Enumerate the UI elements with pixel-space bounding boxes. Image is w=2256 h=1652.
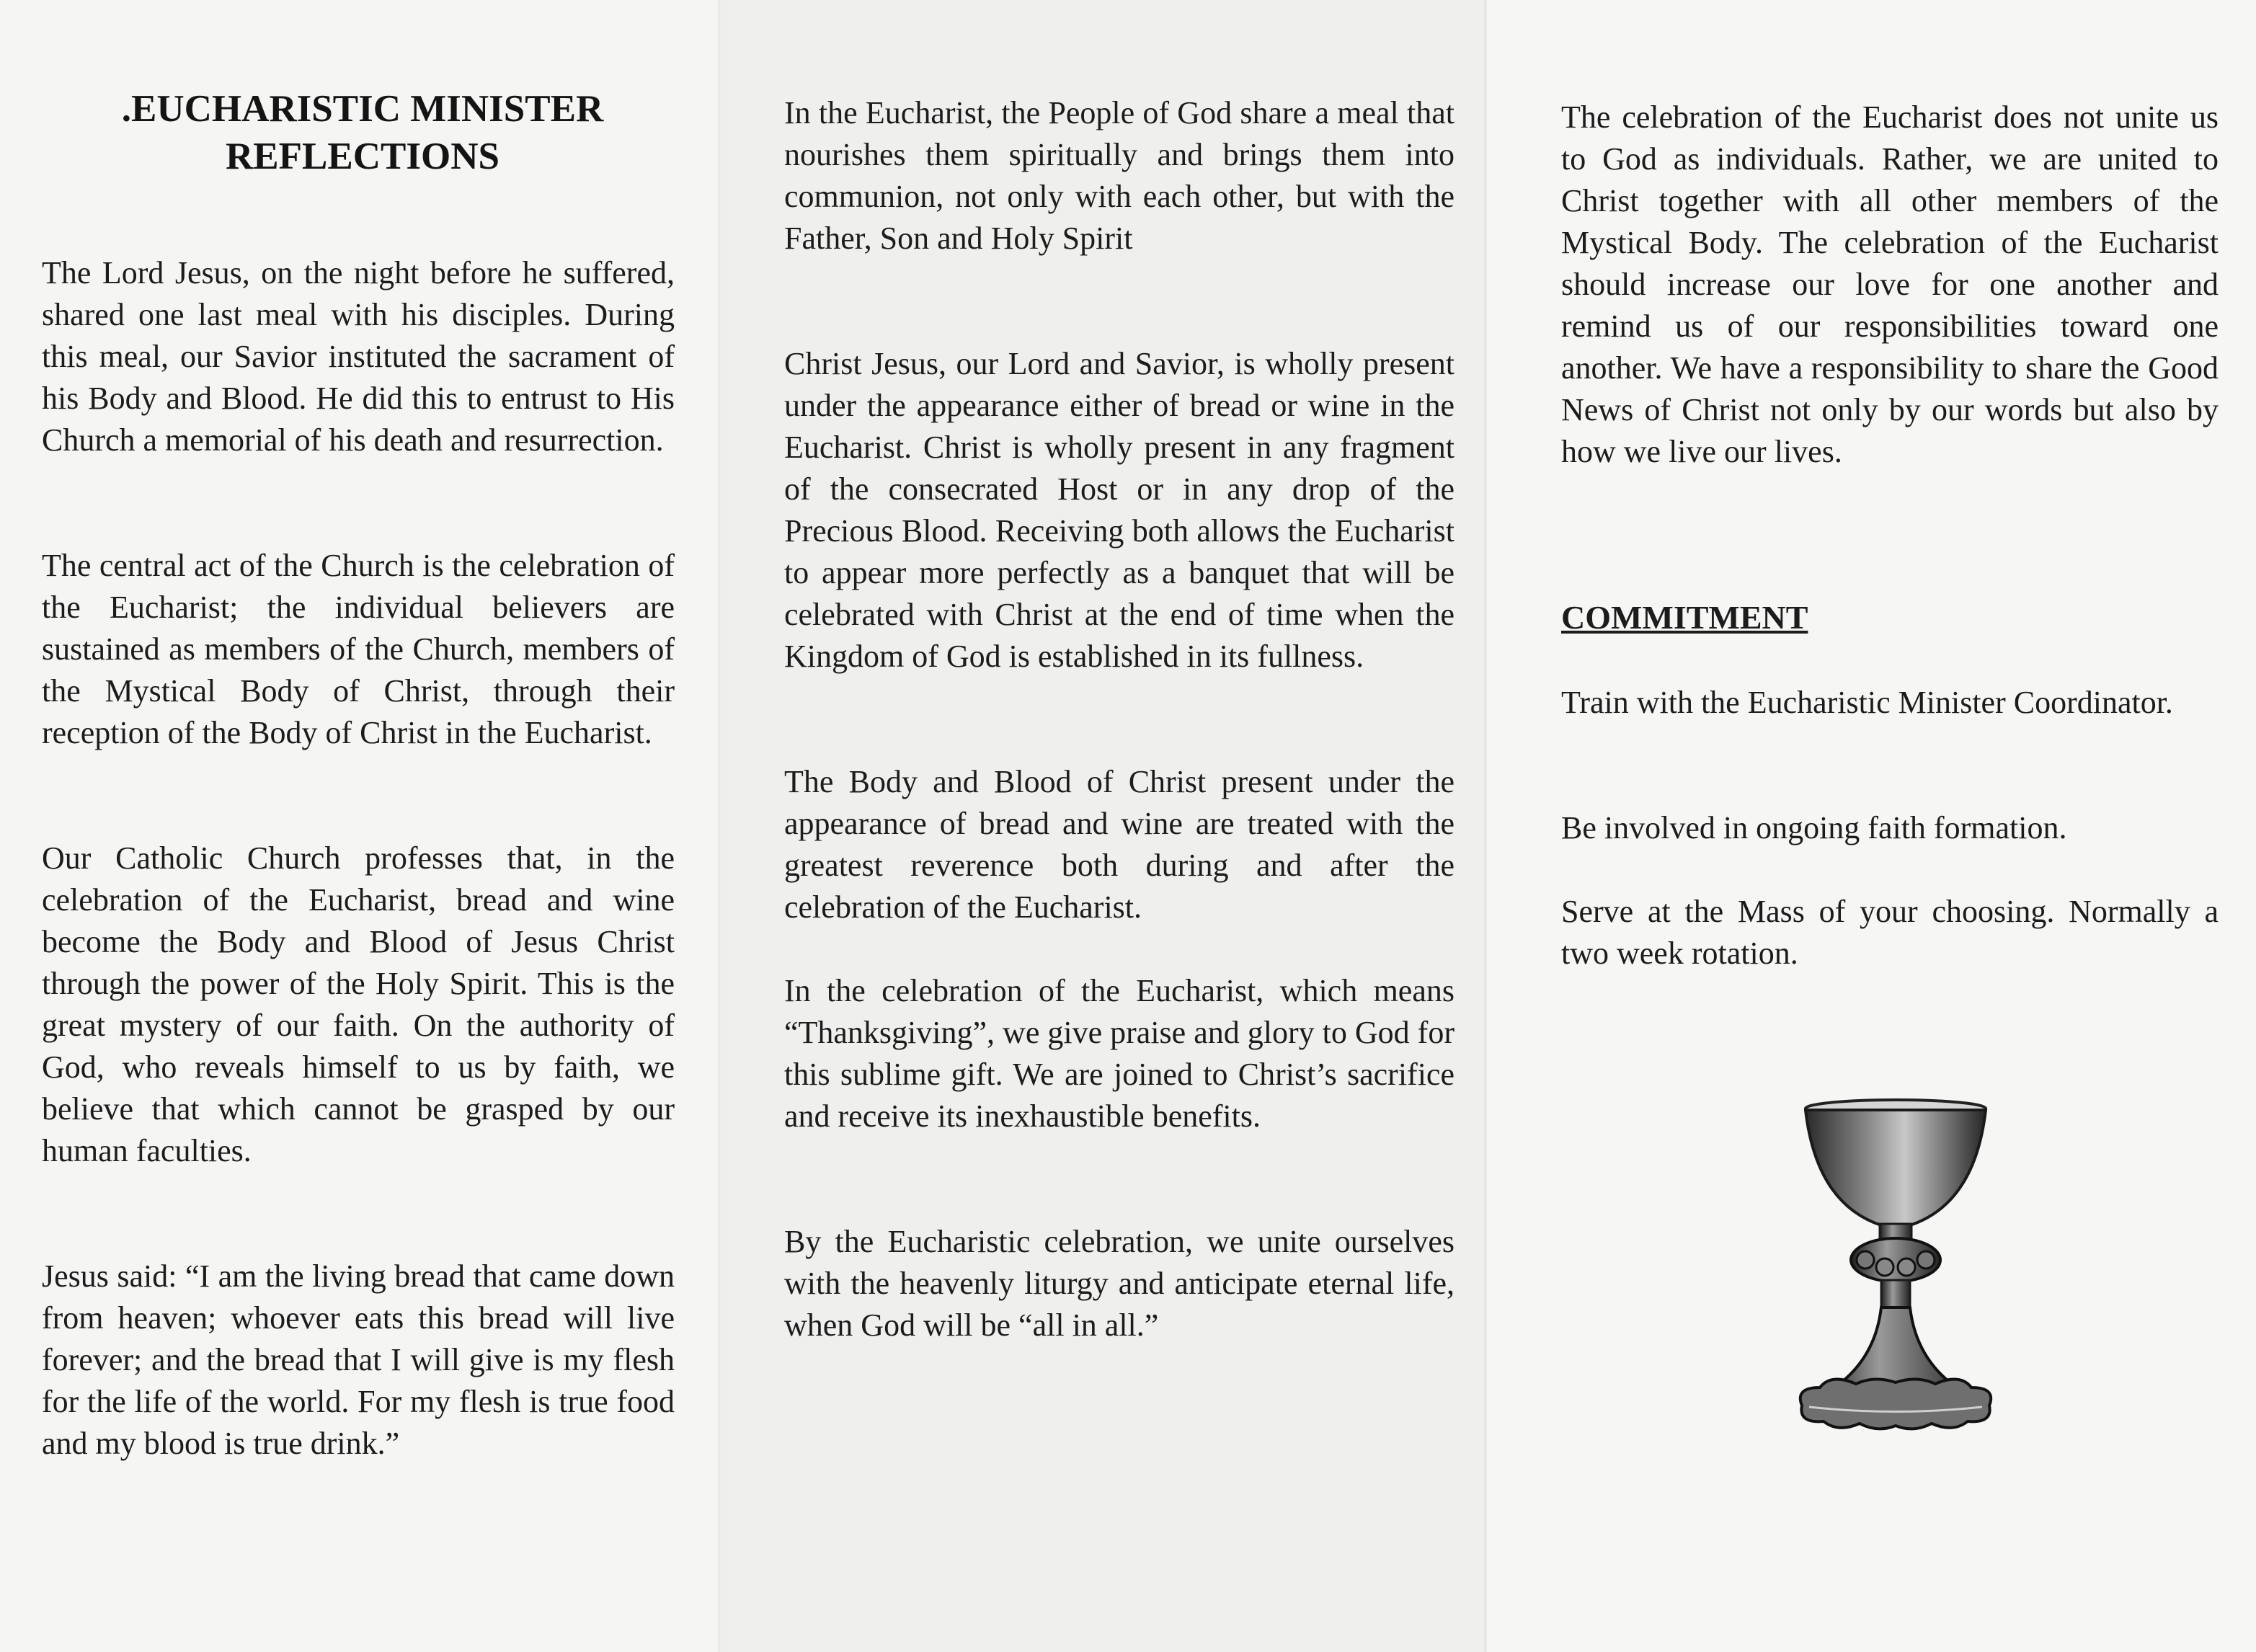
commitment-item: Serve at the Mass of your choosing. Normally a two week rotation. [1561, 894, 2219, 971]
paragraph: In the Eucharist, the People of God share a meal that nourishes them spiritually and brings them into communion, not only with each other, but with the Father, Son and Holy Spirit [784, 95, 1455, 256]
commitment-item: Be involved in ongoing faith formation. [1561, 810, 2067, 845]
paragraph: By the Eucharistic celebration, we unite ourselves with the heavenly liturgy and anticipate eternal life, when God will be “all in all.” [784, 1224, 1455, 1343]
paragraph: In the celebration of the Eucharist, which means “Thanksgiving”, we give praise and glory to God for this sublime gift. We are joined to Christ’s sacrifice and receive its inexhaustible benefits. [784, 973, 1455, 1134]
paragraph: The Body and Blood of Christ present under the appearance of bread and wine are treated with the greatest reverence both during and after the celebration of the Eucharist. [784, 764, 1455, 925]
paragraph: Jesus said: “I am the living bread that came down from heaven; whoever eats this bread will live forever; and the bread that I will give is my flesh for the life of the world. For my flesh is true food and my blood is true drink.” [42, 1258, 675, 1461]
page-title: .EUCHARISTIC MINISTER REFLECTIONS [121, 88, 604, 177]
commitment-item: Train with the Eucharistic Minister Coordinator. [1561, 685, 2173, 720]
chalice-icon [1788, 1096, 2004, 1434]
commitment-heading: COMMITMENT [1561, 599, 1808, 636]
fold-line [1483, 0, 1488, 1652]
paragraph: The Lord Jesus, on the night before he suffered, shared one last meal with his disciples. During this meal, our Savior instituted the sacrament of his Body and Blood. He did this to entrust to His Church a memorial of his death and resurrection. [42, 255, 675, 458]
paragraph: Our Catholic Church professes that, in the celebration of the Eucharist, bread and wine become the Body and Blood of Jesus Christ through the power of the Holy Spirit. This is the great mystery of our faith. On the authority of God, who reveals himself to us by faith, we believe that which cannot be grasped by our human faculties. [42, 840, 675, 1168]
fold-line [717, 0, 721, 1652]
paragraph: The central act of the Church is the celebration of the Eucharist; the individual believers are sustained as members of the Church, members of the Mystical Body of Christ, through their reception of the Body of Christ in the Eucharist. [42, 548, 675, 750]
paragraph: The celebration of the Eucharist does not unite us to God as individuals. Rather, we are united to Christ together with all other members of the Mystical Body. The celebration of the Eucharist should increase our love for one another and remind us of our responsibilities toward one another. We have a responsibility to share the Good News of Christ not only by our words but also by how we live our lives. [1561, 99, 2219, 469]
paragraph: Christ Jesus, our Lord and Savior, is wholly present under the appearance either of bread or wine in the Eucharist. Christ is wholly present in any fragment of the consecrated Host or in any drop of the Precious Blood. Receiving both allows the Eucharist to appear more perfectly as a banquet that will be celebrated with Christ at the end of time when the Kingdom of God is established in its fullness. [784, 346, 1455, 674]
